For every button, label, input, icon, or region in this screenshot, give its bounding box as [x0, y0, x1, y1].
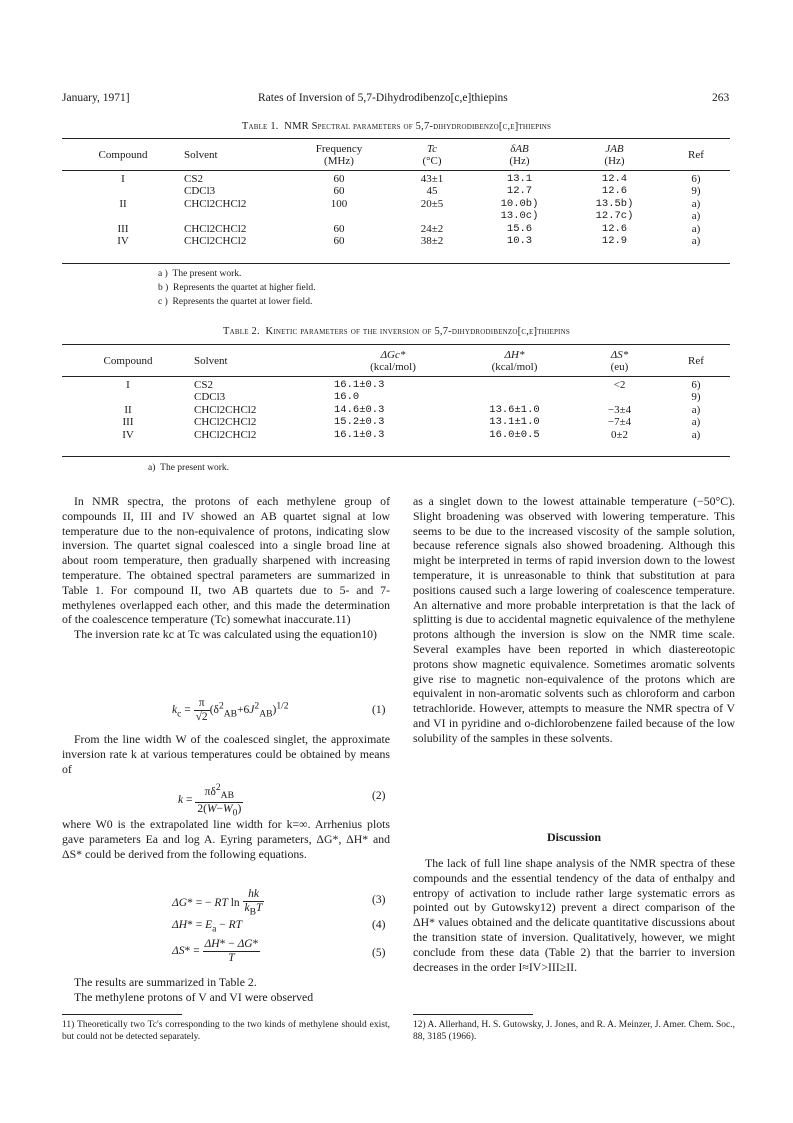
table2-header-ds: ΔS* (eu): [610, 348, 629, 373]
table2-header-solvent: Solvent: [194, 354, 228, 367]
paragraph: The inversion rate kc at Tc was calculated using the equation10): [74, 627, 377, 642]
table1-caption-text: NMR Spectral parameters of 5,7-dihydrodibenzo[c,e]thiepins: [284, 121, 552, 132]
table-row: IV CHCl2CHCl2 16.1±0.3 16.0±0.5 0±2 a): [122, 428, 701, 441]
table-row: II CHCl2CHCl2 14.6±0.3 13.6±1.0 −3±4 a): [124, 403, 701, 416]
table2-caption-text: Kinetic parameters of the inversion of 5,7-dihydrodibenzo[c,e]thiepins: [265, 326, 570, 337]
table2-header-compound: Compound: [103, 354, 153, 367]
equation-3: ΔG* = − RT ln $\frac{hk}{k_BT}$: [172, 888, 263, 918]
running-header-title: Rates of Inversion of 5,7-Dihydrodibenzo[c,e]thiepins: [258, 92, 508, 104]
left-column-cont3: [62, 975, 390, 1005]
table1-note-a: a ) The present work.: [158, 269, 242, 279]
table-row: I CS2 16.1±0.3 <2 6): [126, 378, 701, 391]
equation-1: $k_c$ = $\frac{\pi}{√2}$ $(\delta^2_{AB}+6J^2_{AB})^{1/2}$: [172, 697, 289, 723]
table1-note-c: c ) Represents the quartet at lower field.: [158, 297, 313, 307]
equation-number: (4): [372, 919, 386, 931]
right-column: [413, 494, 735, 746]
table1-header-ref: Ref: [688, 148, 704, 161]
footnote-12: 12) A. Allerhand, H. S. Gutowsky, J. Jones, and R. A. Meinzer, J. Amer. Chem. Soc., 88, 3185 (1966).: [413, 1020, 735, 1042]
table1-header-compound: Compound: [98, 148, 148, 161]
table-row: III CHCl2CHCl2 60 24±2 15.6 12.6 a): [117, 222, 701, 235]
footnote-11: 11) Theoretically two Tc's corresponding to the two kinds of methylene should exist, but could not be detected separately.: [62, 1020, 390, 1042]
table1-header-solvent: Solvent: [184, 148, 218, 161]
right-column-cont: [413, 856, 735, 974]
table-row: I CS2 60 43±1 13.1 12.4 6): [121, 172, 701, 185]
table2: [62, 346, 730, 441]
table1-caption: [0, 121, 793, 132]
table2-header-dg: ΔGc* (kcal/mol): [370, 348, 416, 373]
table-row: III CHCl2CHCl2 15.2±0.3 13.1±1.0 −7±4 a): [122, 416, 701, 429]
equation-number: (2): [372, 790, 386, 802]
table-row: IV CHCl2CHCl2 60 38±2 10.3 12.9 a): [117, 235, 701, 248]
page-number: 263: [712, 92, 730, 104]
section-heading: Discussion: [546, 830, 602, 844]
equation-5: ΔS* = $\frac{\Delta H* - \Delta G*}{T}$: [172, 938, 259, 964]
table2-caption-label: Table 2.: [223, 326, 260, 337]
equation-2: k = $\frac{\pi\delta^2_{AB}}{2(W-W_0)}$: [178, 782, 242, 819]
table-row: CDCl3 16.0 9): [194, 391, 701, 404]
paragraph: The lack of full line shape analysis of the NMR spectra of these compounds and the essential tendency of the data of enthalpy and entropy of activation to include rather large systematic errors as pointed out by Gutowsky12) prevent a direct comparison of the ΔH* values obtained and the delicate quantitative discussions about the transition state of inversion. Qualitatively, however, we might conclude from these data (Table 2) that the barrier to inversion decreases in the order I≈IV>III≥II.: [413, 856, 735, 974]
equation-4: $\Delta H* = E_a$ − RT: [172, 919, 243, 935]
table1-header-frequency: Frequency (MHz): [315, 142, 363, 167]
table1-header-tc: Tc (°C): [422, 142, 442, 167]
equation-number: (5): [372, 947, 386, 959]
table2-header-dh: ΔH* (kcal/mol): [491, 348, 538, 373]
table2-note-a: a) The present work.: [148, 463, 229, 473]
table2-header-ref: Ref: [688, 354, 704, 367]
running-header-date: January, 1971]: [62, 92, 130, 104]
table-row: 13.0c) 12.7c) a): [500, 210, 701, 223]
equation-number: (3): [372, 894, 386, 906]
table2-caption: [0, 326, 793, 337]
paragraph: The methylene protons of V and VI were observed: [74, 989, 314, 1004]
table1-header-dab: δAB (Hz): [509, 142, 530, 167]
table-row: CDCl3 60 45 12.7 12.6 9): [184, 185, 701, 198]
table1: [62, 140, 730, 248]
table-row: II CHCl2CHCl2 100 20±5 10.0b) 13.5b) a): [119, 197, 701, 210]
table1-header-jab: JAB (Hz): [604, 142, 625, 167]
paragraph: From the line width W of the coalesced singlet, the approximate inversion rate k at various temperatures could be obtained by means of: [62, 732, 390, 776]
table1-caption-label: Table 1.: [241, 121, 279, 132]
paragraph: The results are summarized in Table 2.: [74, 975, 257, 989]
left-column: [62, 494, 390, 642]
left-column-cont: [62, 732, 390, 776]
paragraph: where W0 is the extrapolated line width for k=∞. Arrhenius plots gave parameters Ea and log A. Eyring parameters, ΔG*, ΔH* and ΔS* could be derived from the following equations.: [62, 817, 390, 861]
paragraph: as a singlet down to the lowest attainable temperature (−50°C). Slight broadening was observed with lowering temperature. This seems to be due to the increased viscosity of the sample solution, because reference signals also showed broadening. Although this might be interpreted in terms of rapid inversion down to the lowest temperature, it is unreasonable to think that substitution at para positions caused such a large lowering of coalescence temperature. An alternative and more probable interpretation is that the lack of splitting is due to accidental magnetic equivalence of the methylene protons although the inversion is slow on the NMR time scale. Several examples have been reported in which diastereotopic protons show magnetic equivalence. Sometimes aromatic solvents give rise to magnetic non-equivalence of the protons which are equivalent in non-aromatic solvents such as chloroform and carbon tetrachloride. However, attempts to measure the NMR spectra of V and VI in pyridine and o-dichlorobenzene failed because of the low solubility of the samples in these solvents.: [413, 494, 735, 745]
left-column-cont2: [62, 817, 390, 861]
equation-number: (1): [372, 704, 386, 716]
table1-note-b: b ) Represents the quartet at higher field.: [158, 283, 316, 293]
paragraph: In NMR spectra, the protons of each methylene group of compounds II, III and IV showed an AB quartet signal at low temperature due to the non-equivalence of protons, indicating slow inversion. The quartet signal coalesced into a single broad line at about room temperature, then gradually sharpened with increasing temperature. The obtained spectral parameters are summarized in Table 1. For compound II, two AB quartets due to 5- and 7-methylenes overlapped each other, and this made the determination of the coalescence temperature (Tc) somewhat inaccurate.11): [62, 494, 390, 627]
